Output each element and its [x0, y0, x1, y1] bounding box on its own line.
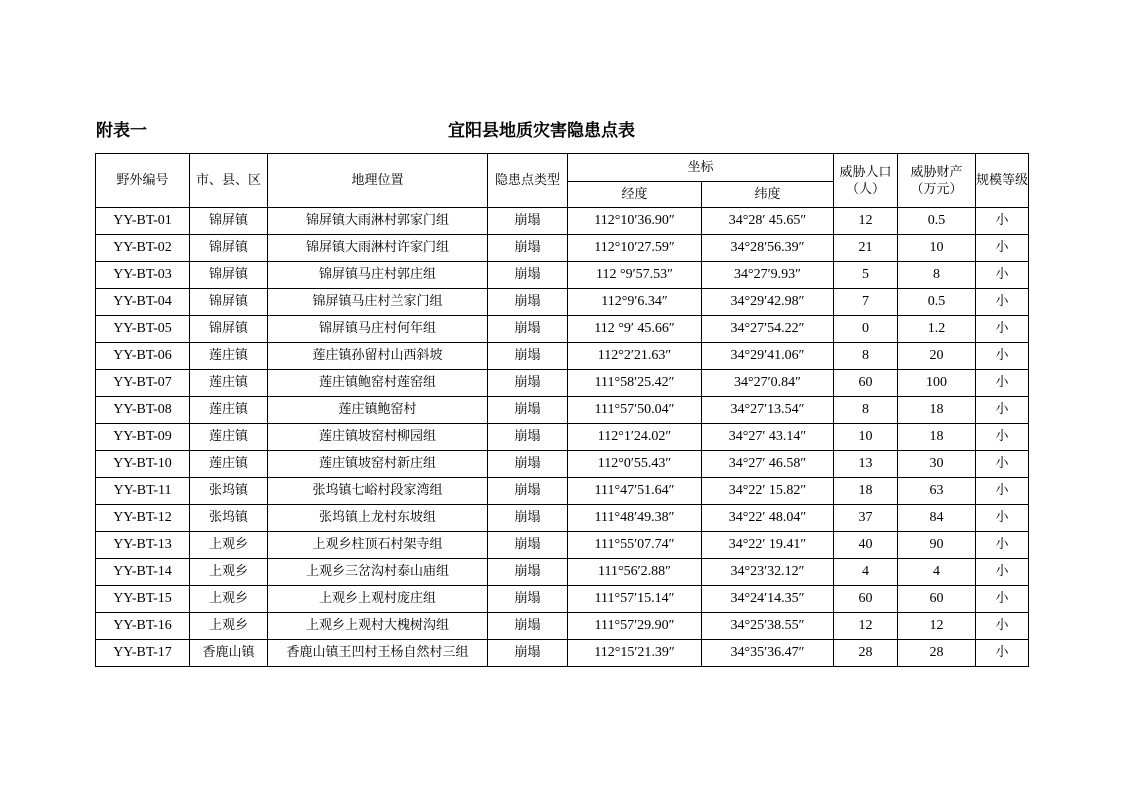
cell-latitude: 34°29′41.06″: [702, 343, 834, 370]
cell-location: 锦屏镇大雨淋村郭家门组: [268, 208, 488, 235]
cell-hazard-type: 崩塌: [488, 478, 568, 505]
header-longitude: 经度: [568, 182, 702, 208]
cell-scale-level: 小: [976, 235, 1029, 262]
cell-hazard-type: 崩塌: [488, 235, 568, 262]
cell-location: 莲庄镇孙留村山西斜坡: [268, 343, 488, 370]
cell-longitude: 111°47′51.64″: [568, 478, 702, 505]
cell-threatened-property: 18: [898, 424, 976, 451]
cell-district: 张坞镇: [190, 478, 268, 505]
cell-threatened-property: 90: [898, 532, 976, 559]
table-row: [96, 586, 1029, 613]
cell-location: 锦屏镇马庄村何年组: [268, 316, 488, 343]
cell-scale-level: 小: [976, 586, 1029, 613]
cell-location: 香鹿山镇王凹村王杨自然村三组: [268, 640, 488, 667]
cell-hazard-type: 崩塌: [488, 559, 568, 586]
cell-scale-level: 小: [976, 451, 1029, 478]
cell-hazard-type: 崩塌: [488, 505, 568, 532]
cell-hazard-type: 崩塌: [488, 370, 568, 397]
cell-threatened-population: 0: [834, 316, 898, 343]
header-id: 野外编号: [96, 154, 190, 208]
cell-threatened-property: 0.5: [898, 208, 976, 235]
cell-longitude: 111°56′2.88″: [568, 559, 702, 586]
cell-location: 张坞镇七峪村段家湾组: [268, 478, 488, 505]
cell-threatened-property: 30: [898, 451, 976, 478]
cell-hazard-type: 崩塌: [488, 289, 568, 316]
cell-longitude: 112°2′21.63″: [568, 343, 702, 370]
cell-id: YY-BT-15: [96, 586, 190, 613]
cell-location: 张坞镇上龙村东坡组: [268, 505, 488, 532]
cell-threatened-population: 8: [834, 397, 898, 424]
cell-scale-level: 小: [976, 343, 1029, 370]
cell-longitude: 112°1′24.02″: [568, 424, 702, 451]
cell-longitude: 111°55′07.74″: [568, 532, 702, 559]
cell-threatened-population: 12: [834, 613, 898, 640]
cell-longitude: 112°0′55.43″: [568, 451, 702, 478]
cell-scale-level: 小: [976, 397, 1029, 424]
cell-threatened-property: 60: [898, 586, 976, 613]
cell-latitude: 34°27′0.84″: [702, 370, 834, 397]
cell-district: 莲庄镇: [190, 424, 268, 451]
cell-longitude: 112 °9′57.53″: [568, 262, 702, 289]
cell-scale-level: 小: [976, 316, 1029, 343]
cell-threatened-population: 18: [834, 478, 898, 505]
cell-scale-level: 小: [976, 640, 1029, 667]
cell-location: 锦屏镇马庄村郭庄组: [268, 262, 488, 289]
table-row: [96, 451, 1029, 478]
cell-longitude: 112°9′6.34″: [568, 289, 702, 316]
hazard-points-table: [95, 153, 1029, 667]
cell-location: 锦屏镇马庄村兰家门组: [268, 289, 488, 316]
cell-id: YY-BT-05: [96, 316, 190, 343]
cell-location: 上观乡三岔沟村泰山庙组: [268, 559, 488, 586]
cell-district: 锦屏镇: [190, 289, 268, 316]
table-row: [96, 613, 1029, 640]
cell-hazard-type: 崩塌: [488, 262, 568, 289]
cell-id: YY-BT-01: [96, 208, 190, 235]
cell-id: YY-BT-07: [96, 370, 190, 397]
cell-longitude: 111°58′25.42″: [568, 370, 702, 397]
cell-threatened-property: 0.5: [898, 289, 976, 316]
cell-threatened-property: 100: [898, 370, 976, 397]
appendix-label: 附表一: [96, 121, 147, 141]
cell-id: YY-BT-06: [96, 343, 190, 370]
table-row: [96, 262, 1029, 289]
cell-hazard-type: 崩塌: [488, 451, 568, 478]
cell-district: 上观乡: [190, 613, 268, 640]
cell-district: 莲庄镇: [190, 343, 268, 370]
header-scale-level: 规模等级: [976, 154, 1029, 208]
cell-threatened-property: 63: [898, 478, 976, 505]
cell-id: YY-BT-10: [96, 451, 190, 478]
cell-district: 上观乡: [190, 559, 268, 586]
table-row: [96, 424, 1029, 451]
cell-district: 莲庄镇: [190, 451, 268, 478]
cell-id: YY-BT-13: [96, 532, 190, 559]
cell-latitude: 34°22′ 19.41″: [702, 532, 834, 559]
cell-longitude: 112°15′21.39″: [568, 640, 702, 667]
cell-scale-level: 小: [976, 208, 1029, 235]
header-hazard-type: 隐患点类型: [488, 154, 568, 208]
cell-latitude: 34°35′36.47″: [702, 640, 834, 667]
cell-threatened-property: 20: [898, 343, 976, 370]
header-coordinates: 坐标: [568, 154, 834, 182]
cell-latitude: 34°27′9.93″: [702, 262, 834, 289]
cell-threatened-property: 84: [898, 505, 976, 532]
table-row: [96, 208, 1029, 235]
cell-location: 上观乡上观村庞庄组: [268, 586, 488, 613]
cell-location: 锦屏镇大雨淋村许家门组: [268, 235, 488, 262]
cell-longitude: 111°57′29.90″: [568, 613, 702, 640]
cell-id: YY-BT-04: [96, 289, 190, 316]
header-threatened-property: 威胁财产（万元）: [898, 154, 976, 208]
cell-scale-level: 小: [976, 289, 1029, 316]
header-location: 地理位置: [268, 154, 488, 208]
header-latitude: 纬度: [702, 182, 834, 208]
table-row: [96, 316, 1029, 343]
cell-latitude: 34°27′ 43.14″: [702, 424, 834, 451]
cell-id: YY-BT-02: [96, 235, 190, 262]
cell-threatened-population: 5: [834, 262, 898, 289]
cell-threatened-property: 1.2: [898, 316, 976, 343]
table-row: [96, 640, 1029, 667]
cell-district: 莲庄镇: [190, 370, 268, 397]
cell-longitude: 111°57′15.14″: [568, 586, 702, 613]
cell-threatened-property: 18: [898, 397, 976, 424]
cell-scale-level: 小: [976, 424, 1029, 451]
cell-location: 莲庄镇坡窑村新庄组: [268, 451, 488, 478]
cell-latitude: 34°22′ 15.82″: [702, 478, 834, 505]
cell-hazard-type: 崩塌: [488, 640, 568, 667]
cell-threatened-population: 12: [834, 208, 898, 235]
cell-threatened-population: 10: [834, 424, 898, 451]
cell-hazard-type: 崩塌: [488, 208, 568, 235]
cell-id: YY-BT-08: [96, 397, 190, 424]
cell-longitude: 112°10′36.90″: [568, 208, 702, 235]
cell-threatened-population: 40: [834, 532, 898, 559]
table-row: [96, 343, 1029, 370]
cell-id: YY-BT-09: [96, 424, 190, 451]
cell-latitude: 34°28′56.39″: [702, 235, 834, 262]
cell-latitude: 34°25′38.55″: [702, 613, 834, 640]
cell-district: 锦屏镇: [190, 316, 268, 343]
cell-district: 香鹿山镇: [190, 640, 268, 667]
cell-threatened-population: 7: [834, 289, 898, 316]
cell-district: 锦屏镇: [190, 262, 268, 289]
cell-district: 上观乡: [190, 586, 268, 613]
cell-location: 莲庄镇鲍窑村莲窑组: [268, 370, 488, 397]
table-row: [96, 532, 1029, 559]
table-row: [96, 235, 1029, 262]
cell-id: YY-BT-11: [96, 478, 190, 505]
cell-latitude: 34°28′ 45.65″: [702, 208, 834, 235]
cell-hazard-type: 崩塌: [488, 316, 568, 343]
cell-district: 上观乡: [190, 532, 268, 559]
cell-scale-level: 小: [976, 505, 1029, 532]
cell-threatened-population: 13: [834, 451, 898, 478]
cell-longitude: 111°57′50.04″: [568, 397, 702, 424]
cell-longitude: 112 °9′ 45.66″: [568, 316, 702, 343]
cell-scale-level: 小: [976, 478, 1029, 505]
cell-threatened-property: 12: [898, 613, 976, 640]
table-row: [96, 505, 1029, 532]
cell-scale-level: 小: [976, 559, 1029, 586]
cell-threatened-population: 21: [834, 235, 898, 262]
cell-hazard-type: 崩塌: [488, 613, 568, 640]
cell-threatened-population: 60: [834, 370, 898, 397]
table-body: [96, 208, 1029, 667]
cell-threatened-property: 8: [898, 262, 976, 289]
cell-threatened-population: 28: [834, 640, 898, 667]
cell-threatened-property: 28: [898, 640, 976, 667]
cell-latitude: 34°22′ 48.04″: [702, 505, 834, 532]
cell-scale-level: 小: [976, 370, 1029, 397]
cell-scale-level: 小: [976, 532, 1029, 559]
cell-location: 莲庄镇坡窑村柳园组: [268, 424, 488, 451]
cell-location: 莲庄镇鲍窑村: [268, 397, 488, 424]
cell-id: YY-BT-17: [96, 640, 190, 667]
table-row: [96, 478, 1029, 505]
page-title: 宜阳县地质灾害隐患点表: [448, 121, 635, 141]
cell-threatened-population: 60: [834, 586, 898, 613]
cell-district: 张坞镇: [190, 505, 268, 532]
cell-location: 上观乡柱顶石村架寺组: [268, 532, 488, 559]
cell-threatened-population: 37: [834, 505, 898, 532]
cell-hazard-type: 崩塌: [488, 586, 568, 613]
header-district: 市、县、区: [190, 154, 268, 208]
cell-hazard-type: 崩塌: [488, 424, 568, 451]
cell-scale-level: 小: [976, 613, 1029, 640]
cell-latitude: 34°27′ 46.58″: [702, 451, 834, 478]
cell-latitude: 34°23′32.12″: [702, 559, 834, 586]
cell-hazard-type: 崩塌: [488, 343, 568, 370]
cell-longitude: 112°10′27.59″: [568, 235, 702, 262]
table-row: [96, 370, 1029, 397]
header-threatened-population: 威胁人口（人）: [834, 154, 898, 208]
table-row: [96, 289, 1029, 316]
cell-scale-level: 小: [976, 262, 1029, 289]
cell-longitude: 111°48′49.38″: [568, 505, 702, 532]
table-row: [96, 397, 1029, 424]
cell-threatened-population: 4: [834, 559, 898, 586]
cell-id: YY-BT-14: [96, 559, 190, 586]
cell-hazard-type: 崩塌: [488, 532, 568, 559]
cell-latitude: 34°27′54.22″: [702, 316, 834, 343]
cell-latitude: 34°24′14.35″: [702, 586, 834, 613]
cell-location: 上观乡上观村大槐树沟组: [268, 613, 488, 640]
cell-id: YY-BT-16: [96, 613, 190, 640]
cell-threatened-property: 10: [898, 235, 976, 262]
cell-threatened-property: 4: [898, 559, 976, 586]
cell-id: YY-BT-03: [96, 262, 190, 289]
table-row: [96, 559, 1029, 586]
cell-latitude: 34°27′13.54″: [702, 397, 834, 424]
cell-district: 锦屏镇: [190, 235, 268, 262]
cell-hazard-type: 崩塌: [488, 397, 568, 424]
cell-threatened-population: 8: [834, 343, 898, 370]
cell-id: YY-BT-12: [96, 505, 190, 532]
cell-district: 锦屏镇: [190, 208, 268, 235]
cell-district: 莲庄镇: [190, 397, 268, 424]
cell-latitude: 34°29′42.98″: [702, 289, 834, 316]
